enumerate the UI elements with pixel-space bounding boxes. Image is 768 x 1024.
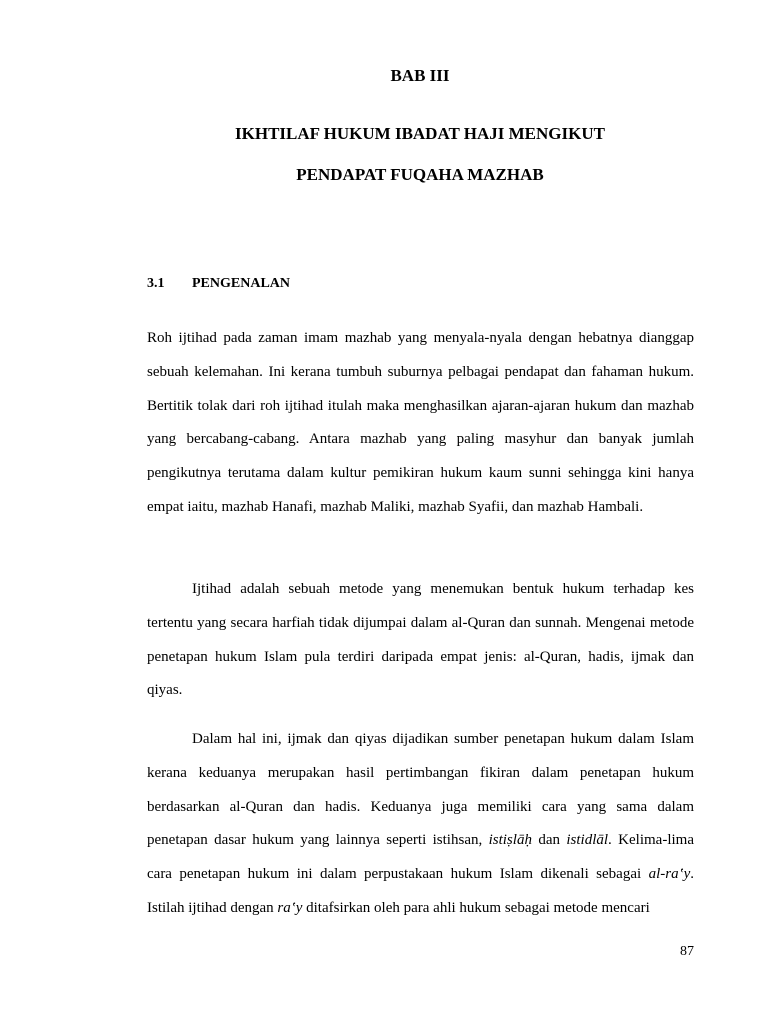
paragraph-1: Roh ijtihad pada zaman imam mazhab yang menyala-nyala dengan hebatnya dianggap sebuah kelemahan. Ini kerana tumbuh suburnya pelbagai pendapat dan fahaman hukum. Bertitik tolak dari roh ijtihad itulah maka menghasilkan ajaran-ajaran hukum dan mazhab yang bercabang-cabang. Antara mazhab yang paling masyhur dan banyak jumlah pengikutnya terutama dalam kultur pemikiran hukum kaum sunni sehingga kini hanya empat iaitu, mazhab Hanafi, mazhab Maliki, mazhab Syafii, dan mazhab Hambali. <box>147 330 694 515</box>
paragraph-3-text: ditafsirkan oleh para ahli hukum sebagai metode mencari <box>302 899 650 916</box>
section-title: PENGENALAN <box>192 276 291 291</box>
section-number: 3.1 <box>147 276 165 291</box>
paragraph-2: Ijtihad adalah sebuah metode yang menemukan bentuk hukum terhadap kes tertentu yang secara harfiah tidak dijumpai dalam al-Quran dan sunnah. Mengenai metode penetapan hukum Islam pula terdiri daripada empat jenis: al-Quran, hadis, ijmak dan qiyas. <box>147 581 694 699</box>
section-heading <box>147 276 290 292</box>
paragraph-3-text: . Kelima-lima cara penetapan hukum ini dalam perpustakaan hukum Islam dikenali sebagai <box>147 832 694 883</box>
chapter-title-line-1: IKHTILAF HUKUM IBADAT HAJI MENGIKUT <box>235 124 605 143</box>
paragraph-3-text: . Istilah ijtihad dengan <box>147 866 694 916</box>
term-ray: ra‛y <box>277 899 303 916</box>
paragraph-3-text: dan <box>531 832 567 849</box>
page-number: 87 <box>680 944 694 959</box>
term-istislah: istiṣlāḥ <box>488 832 532 849</box>
paragraph-3-text: Dalam hal ini, ijmak dan qiyas dijadikan sumber penetapan hukum dalam Islam kerana keduanya merupakan hasil pertimbangan fikiran dalam penetapan hukum berdasarkan al-Quran dan hadis. Keduanya juga memiliki cara yang sama dalam penetapan dasar hukum yang lainnya seperti istihsan, <box>147 731 694 849</box>
paragraph-3 <box>147 723 694 926</box>
term-al-ray: al-ra‛y <box>648 866 691 883</box>
term-istidlal: istidlāl <box>566 832 609 849</box>
chapter-label: BAB III <box>390 66 450 85</box>
chapter-title-line-2: PENDAPAT FUQAHA MAZHAB <box>296 165 544 184</box>
